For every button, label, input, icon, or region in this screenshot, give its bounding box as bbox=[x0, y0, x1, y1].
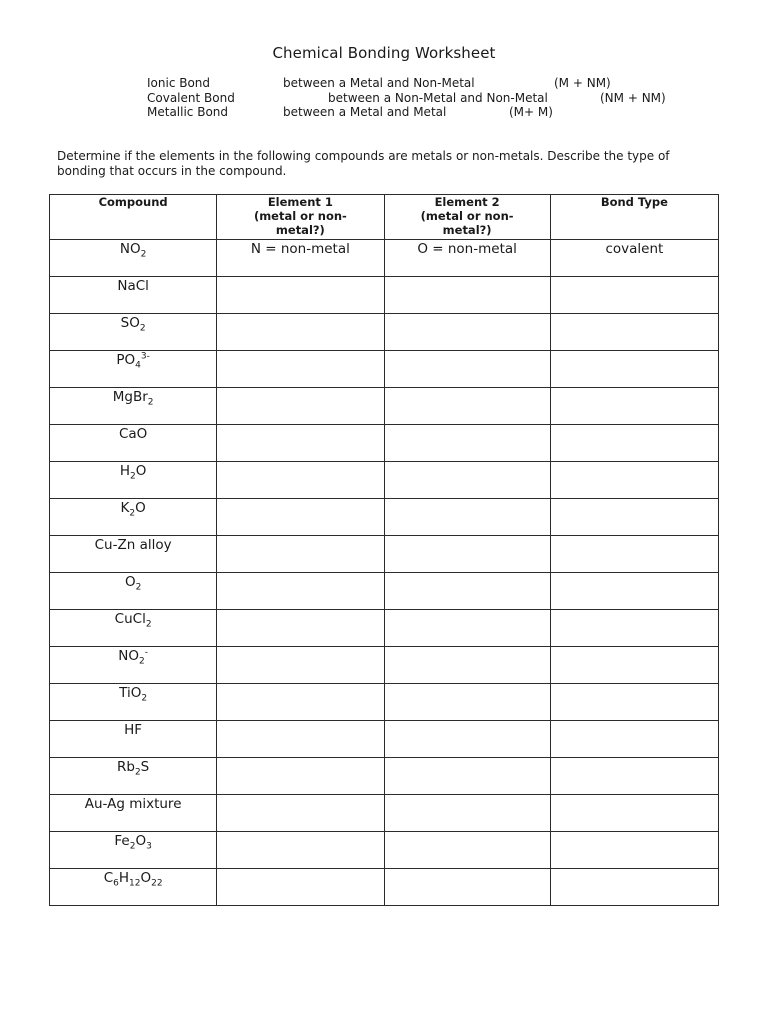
bond-type-cell[interactable] bbox=[550, 869, 718, 906]
bond-type-cell[interactable] bbox=[550, 462, 718, 499]
element-1-cell[interactable] bbox=[217, 758, 384, 795]
compound-cell bbox=[50, 684, 217, 721]
element-1-cell[interactable] bbox=[217, 573, 384, 610]
formula-text: TiO bbox=[119, 685, 142, 701]
bond-type-cell[interactable] bbox=[550, 647, 718, 684]
definition-name: Metallic Bond bbox=[147, 105, 229, 119]
formula-subscript: 2 bbox=[141, 693, 148, 704]
formula-text: CaO bbox=[118, 426, 148, 442]
bond-type-cell[interactable] bbox=[550, 388, 718, 425]
compound-cell bbox=[50, 388, 217, 425]
bond-type-cell[interactable] bbox=[550, 499, 718, 536]
element-2-cell[interactable] bbox=[384, 758, 550, 795]
compound-cell bbox=[50, 758, 217, 795]
formula-text: Cu-Zn alloy bbox=[94, 537, 172, 553]
element-1-cell[interactable] bbox=[217, 647, 384, 684]
table-row bbox=[50, 610, 719, 647]
element-1-cell[interactable] bbox=[217, 388, 384, 425]
formula-text: CuCl bbox=[114, 611, 146, 627]
formula-text: NO bbox=[119, 241, 141, 257]
definition-description: between a Non-Metal and Non-Metal bbox=[328, 91, 548, 105]
element-2-cell[interactable] bbox=[384, 536, 550, 573]
element-2-cell[interactable] bbox=[384, 277, 550, 314]
table-row bbox=[50, 869, 719, 906]
formula-text: Fe bbox=[114, 833, 130, 849]
compound-cell bbox=[50, 499, 217, 536]
compound-cell bbox=[50, 462, 217, 499]
element-2-cell[interactable] bbox=[384, 721, 550, 758]
element-2-cell[interactable] bbox=[384, 314, 550, 351]
header-line: Element 1 bbox=[267, 195, 333, 209]
formula-text: PO bbox=[116, 352, 136, 368]
table-row bbox=[50, 684, 719, 721]
header-bond-type bbox=[550, 195, 718, 240]
table-row bbox=[50, 499, 719, 536]
formula-text: NaCl bbox=[117, 278, 149, 294]
header-line: metal?) bbox=[275, 223, 325, 237]
table-row bbox=[50, 536, 719, 573]
table-row bbox=[50, 462, 719, 499]
table-row bbox=[50, 832, 719, 869]
formula-subscript: 2 bbox=[139, 656, 145, 667]
element-1-cell[interactable] bbox=[217, 869, 384, 906]
element-2-cell[interactable] bbox=[384, 351, 550, 388]
bond-definitions bbox=[0, 76, 768, 126]
element-2-cell[interactable] bbox=[384, 869, 550, 906]
table-row bbox=[50, 721, 719, 758]
formula-text: O bbox=[140, 870, 152, 886]
bond-type-cell[interactable] bbox=[550, 610, 718, 647]
formula-subscript: 2 bbox=[135, 582, 142, 593]
formula-text: H bbox=[118, 870, 130, 886]
bond-type-cell[interactable] bbox=[550, 351, 718, 388]
formula-text: O bbox=[135, 463, 147, 479]
compound-cell bbox=[50, 536, 217, 573]
compound-cell bbox=[50, 610, 217, 647]
element-2-cell[interactable] bbox=[384, 425, 550, 462]
formula-subscript: 22 bbox=[151, 878, 163, 889]
table-row bbox=[50, 425, 719, 462]
table-body bbox=[50, 240, 719, 906]
formula-subscript: 3 bbox=[146, 841, 152, 852]
compound-cell bbox=[50, 425, 217, 462]
compound-cell bbox=[50, 240, 217, 277]
compound-cell bbox=[50, 573, 217, 610]
formula-subscript: 2 bbox=[139, 323, 146, 334]
definition-abbrev: (M+ M) bbox=[509, 105, 553, 119]
compound-cell bbox=[50, 647, 217, 684]
header-line: Compound bbox=[98, 195, 168, 209]
bond-type-cell[interactable] bbox=[550, 314, 718, 351]
element-1-cell[interactable]: N = non-metal bbox=[217, 240, 384, 277]
header-line: (metal or non- bbox=[420, 209, 514, 223]
table-row bbox=[50, 388, 719, 425]
bond-type-cell[interactable] bbox=[550, 832, 718, 869]
formula-text: Rb bbox=[116, 759, 135, 775]
definition-description: between a Metal and Non-Metal bbox=[283, 76, 475, 90]
bond-type-cell[interactable]: covalent bbox=[550, 240, 718, 277]
formula-text: O bbox=[124, 574, 136, 590]
element-1-cell[interactable] bbox=[217, 795, 384, 832]
formula-text: O bbox=[135, 833, 147, 849]
element-2-cell[interactable] bbox=[384, 573, 550, 610]
formula-subscript: 6 bbox=[113, 878, 119, 889]
compound-cell bbox=[50, 314, 217, 351]
bond-type-cell[interactable] bbox=[550, 536, 718, 573]
header-element-2 bbox=[384, 195, 550, 240]
table-row bbox=[50, 351, 719, 388]
bond-type-cell[interactable] bbox=[550, 795, 718, 832]
element-2-cell[interactable] bbox=[384, 610, 550, 647]
element-1-cell[interactable] bbox=[217, 610, 384, 647]
formula-subscript: 12 bbox=[129, 878, 141, 889]
bond-type-cell[interactable] bbox=[550, 721, 718, 758]
element-2-cell[interactable] bbox=[384, 499, 550, 536]
compound-cell bbox=[50, 795, 217, 832]
formula-text: S bbox=[140, 759, 150, 775]
element-2-cell[interactable] bbox=[384, 388, 550, 425]
table-row bbox=[50, 647, 719, 684]
definition-covalent bbox=[0, 91, 768, 106]
element-2-cell[interactable] bbox=[384, 462, 550, 499]
definition-name: Ionic Bond bbox=[147, 76, 211, 90]
header-line: Bond Type bbox=[600, 195, 668, 209]
element-1-cell[interactable] bbox=[217, 832, 384, 869]
compound-cell bbox=[50, 277, 217, 314]
definition-description: between a Metal and Metal bbox=[283, 105, 447, 119]
formula-text: HF bbox=[124, 722, 143, 738]
compound-cell bbox=[50, 869, 217, 906]
element-1-cell[interactable] bbox=[217, 351, 384, 388]
formula-text: Au-Ag mixture bbox=[84, 796, 182, 812]
bond-type-cell[interactable] bbox=[550, 684, 718, 721]
element-2-cell[interactable] bbox=[384, 795, 550, 832]
bond-type-cell[interactable] bbox=[550, 277, 718, 314]
definition-metallic bbox=[0, 105, 768, 120]
element-1-cell[interactable] bbox=[217, 462, 384, 499]
element-1-cell[interactable] bbox=[217, 499, 384, 536]
table-row bbox=[50, 758, 719, 795]
table-row bbox=[50, 795, 719, 832]
element-2-cell[interactable] bbox=[384, 684, 550, 721]
compound-cell bbox=[50, 832, 217, 869]
formula-text: H bbox=[119, 463, 131, 479]
formula-text: SO bbox=[120, 315, 140, 331]
header-line: (metal or non- bbox=[253, 209, 347, 223]
formula-subscript: 2 bbox=[129, 841, 136, 852]
bonding-table bbox=[49, 194, 719, 906]
element-2-cell[interactable] bbox=[384, 647, 550, 684]
formula-subscript: 2 bbox=[145, 619, 152, 630]
element-1-cell[interactable] bbox=[217, 684, 384, 721]
formula-text: MgBr bbox=[112, 389, 148, 405]
element-1-cell[interactable] bbox=[217, 536, 384, 573]
formula-subscript: 4 bbox=[135, 360, 141, 371]
formula-subscript: 2 bbox=[129, 508, 136, 519]
element-1-cell[interactable] bbox=[217, 314, 384, 351]
instructions-text: Determine if the elements in the following compounds are metals or non-metals. Describe the type of bonding that occurs in the compound. bbox=[57, 149, 670, 178]
bond-type-cell[interactable] bbox=[550, 425, 718, 462]
formula-text: O bbox=[135, 500, 146, 516]
compound-cell bbox=[50, 721, 217, 758]
definition-abbrev: (NM + NM) bbox=[600, 91, 666, 105]
formula-text: K bbox=[120, 500, 130, 516]
definition-name: Covalent Bond bbox=[147, 91, 235, 105]
table-header-row bbox=[50, 195, 719, 240]
formula-subscript: 2 bbox=[134, 767, 141, 778]
table-row bbox=[50, 314, 719, 351]
element-1-cell[interactable] bbox=[217, 277, 384, 314]
compound-cell bbox=[50, 351, 217, 388]
formula-text: C bbox=[103, 870, 114, 886]
header-line: metal?) bbox=[442, 223, 492, 237]
worksheet-title: Chemical Bonding Worksheet bbox=[272, 44, 496, 62]
header-line: Element 2 bbox=[434, 195, 500, 209]
table-row bbox=[50, 277, 719, 314]
formula-superscript: - bbox=[144, 647, 148, 658]
bond-type-cell[interactable] bbox=[550, 573, 718, 610]
definition-ionic bbox=[0, 76, 768, 91]
element-1-cell[interactable] bbox=[217, 425, 384, 462]
table-row bbox=[50, 240, 719, 277]
element-2-cell[interactable] bbox=[384, 832, 550, 869]
formula-subscript: 2 bbox=[147, 397, 154, 408]
formula-text: NO bbox=[118, 648, 139, 664]
formula-subscript: 2 bbox=[140, 249, 147, 260]
element-1-cell[interactable] bbox=[217, 721, 384, 758]
formula-subscript: 2 bbox=[130, 471, 136, 482]
formula-superscript: 3- bbox=[140, 351, 150, 362]
table-row bbox=[50, 573, 719, 610]
definition-abbrev: (M + NM) bbox=[554, 76, 611, 90]
header-compound bbox=[50, 195, 217, 240]
bond-type-cell[interactable] bbox=[550, 758, 718, 795]
element-2-cell[interactable]: O = non-metal bbox=[384, 240, 550, 277]
header-element-1 bbox=[217, 195, 384, 240]
